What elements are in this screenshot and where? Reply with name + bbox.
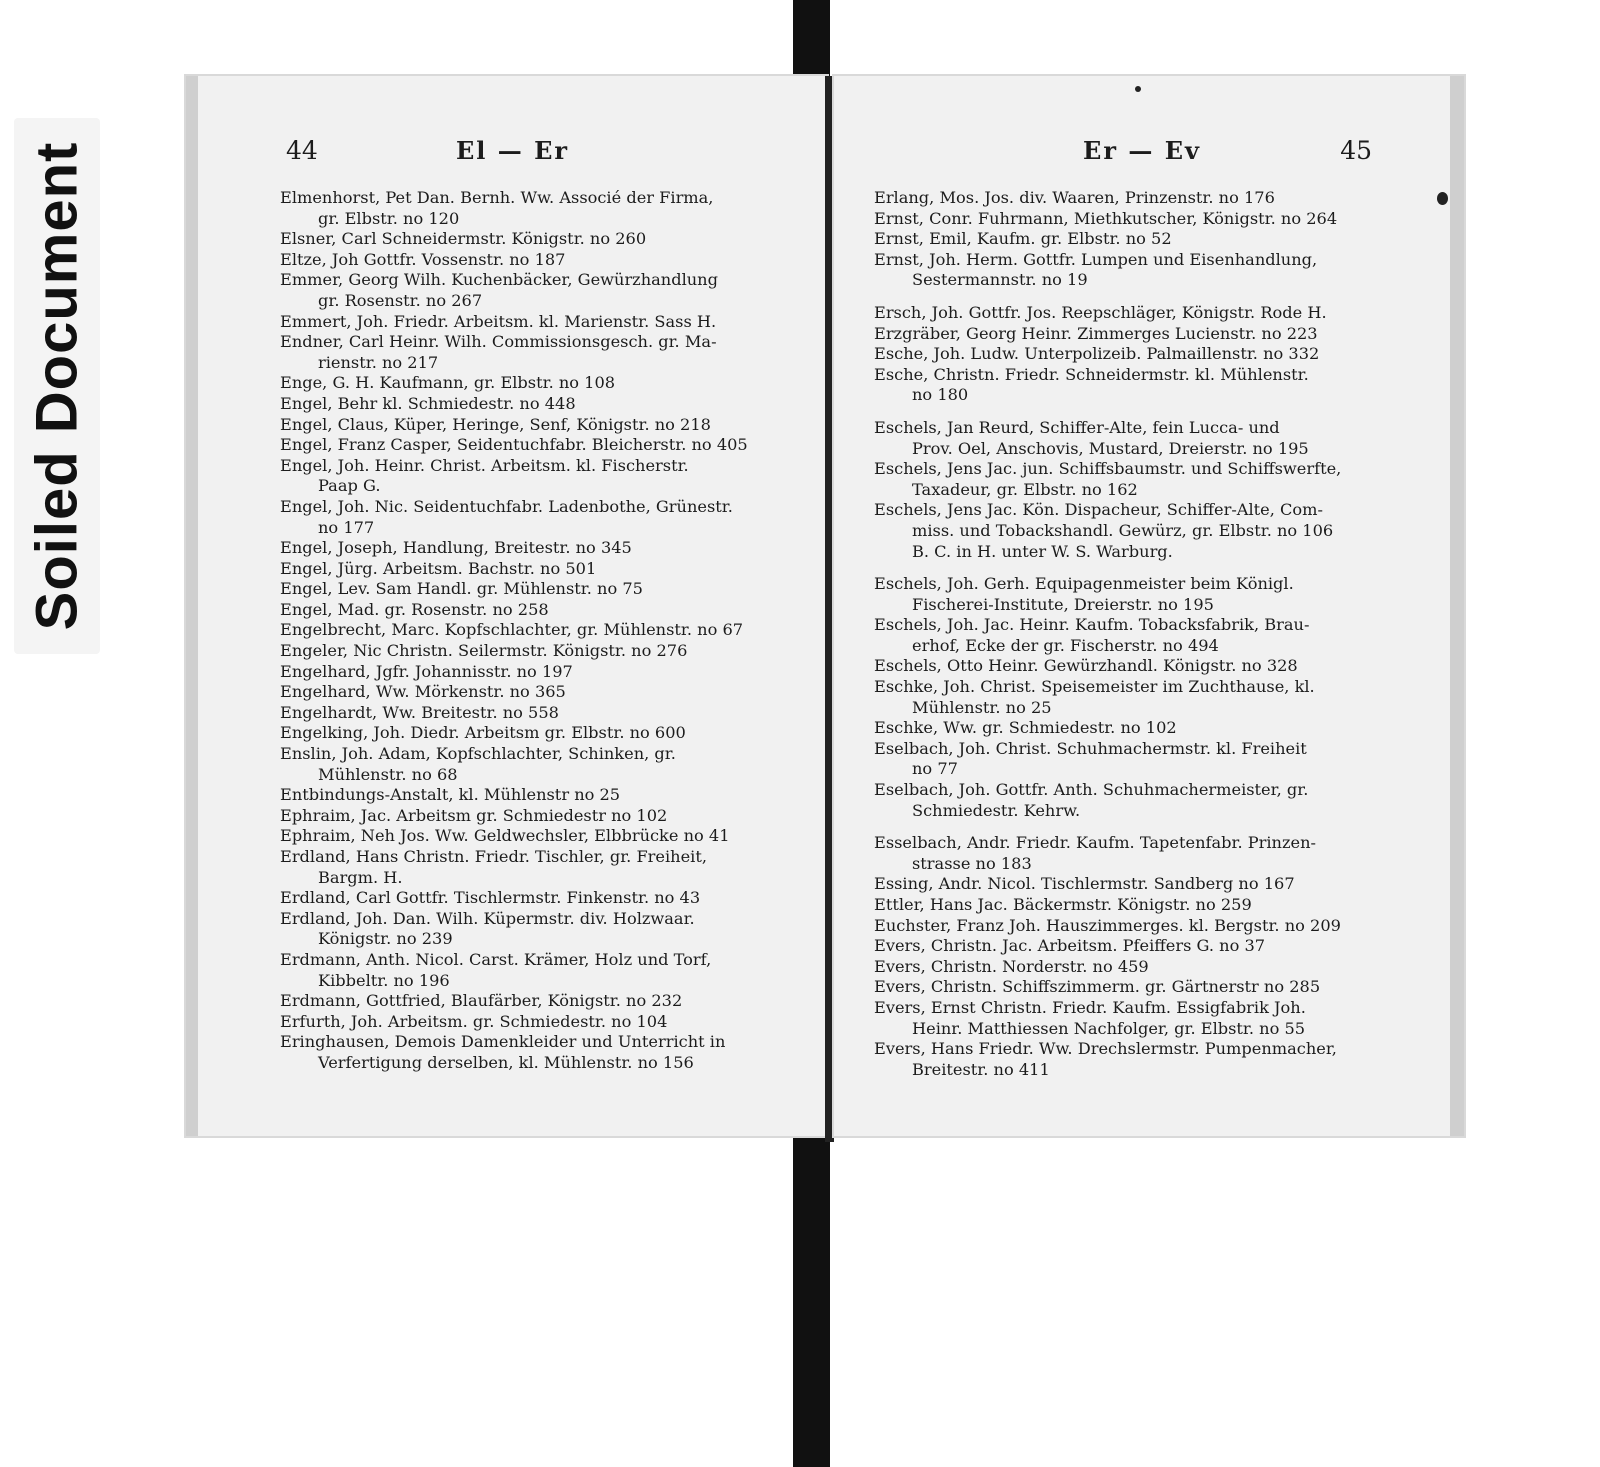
- entry-continuation: erhof, Ecke der gr. Fischerstr. no 494: [912, 635, 1219, 655]
- entry-continuation: miss. und Tobackshandl. Gewürz, gr. Elbstr. no 106: [912, 520, 1334, 540]
- directory-entry: [280, 826, 800, 847]
- entry-line: Erfurth, Joh. Arbeitsm. gr. Schmiedestr. no 104: [280, 1011, 668, 1031]
- directory-entry: [874, 936, 1382, 957]
- entry-line: Ernst, Conr. Fuhrmann, Miethkutscher, Königstr. no 264: [874, 208, 1338, 228]
- entry-line: Engel, Mad. gr. Rosenstr. no 258: [280, 599, 549, 619]
- directory-entry: [874, 459, 1382, 500]
- entry-line: Engel, Lev. Sam Handl. gr. Mühlenstr. no 75: [280, 579, 643, 599]
- entry-continuation: Sestermannstr. no 19: [912, 270, 1088, 290]
- entry-continuation: gr. Elbstr. no 120: [318, 208, 460, 228]
- directory-entry: [280, 435, 800, 456]
- entry-line: Eschke, Ww. gr. Schmiedestr. no 102: [874, 718, 1177, 738]
- entry-continuation: no 177: [318, 517, 375, 537]
- entry-continuation: Fischerei-Institute, Dreierstr. no 195: [912, 594, 1214, 614]
- open-book: [186, 76, 1464, 1142]
- directory-entry: [280, 373, 800, 394]
- directory-entry: [280, 600, 800, 621]
- entry-line: Eringhausen, Demois Damenkleider und Unterricht in: [280, 1032, 726, 1052]
- binding-strap-top: [793, 0, 830, 80]
- entry-continuation: Paap G.: [318, 476, 381, 496]
- entry-continuation: Schmiedestr. Kehrw.: [912, 800, 1081, 820]
- right-page-number: 45: [1340, 136, 1372, 165]
- entry-line: Engel, Jürg. Arbeitsm. Bachstr. no 501: [280, 558, 597, 578]
- entry-continuation: no 180: [912, 385, 969, 405]
- entry-line: Eselbach, Joh. Christ. Schuhmachermstr. kl. Freiheit: [874, 738, 1307, 758]
- entry-line: Erdland, Carl Gottfr. Tischlermstr. Finkenstr. no 43: [280, 888, 701, 908]
- entry-continuation: Bargm. H.: [318, 867, 403, 887]
- entry-continuation: rienstr. no 217: [318, 352, 439, 372]
- entry-line: Esche, Joh. Ludw. Unterpolizeib. Palmaillenstr. no 332: [874, 344, 1320, 364]
- directory-entry: [280, 497, 800, 538]
- directory-entry: [280, 579, 800, 600]
- entry-continuation: strasse no 183: [912, 853, 1032, 873]
- directory-entry: [874, 677, 1382, 718]
- directory-entry: [874, 833, 1382, 874]
- entry-line: Erdland, Joh. Dan. Wilh. Küpermstr. div. Holzwaar.: [280, 908, 695, 928]
- directory-entry: [874, 574, 1382, 615]
- entry-line: Eltze, Joh Gottfr. Vossenstr. no 187: [280, 249, 566, 269]
- entry-line: Entbindungs-Anstalt, kl. Mühlenstr no 25: [280, 785, 621, 805]
- entry-line: Eschels, Joh. Gerh. Equipagenmeister beim Königl.: [874, 574, 1294, 594]
- ink-spot: [1437, 192, 1448, 205]
- entry-continuation: Breitestr. no 411: [912, 1059, 1050, 1079]
- directory-entry: [874, 324, 1382, 345]
- directory-entry: [874, 895, 1382, 916]
- left-running-head: El — Er: [455, 136, 570, 165]
- entry-continuation: Königstr. no 239: [318, 929, 453, 949]
- directory-entry: [874, 229, 1382, 250]
- directory-entry: [280, 806, 800, 827]
- directory-entry: [874, 998, 1382, 1039]
- entry-line: Esche, Christn. Friedr. Schneidermstr. kl. Mühlenstr.: [874, 364, 1309, 384]
- entry-line: Erdland, Hans Christn. Friedr. Tischler, gr. Freiheit,: [280, 847, 708, 866]
- directory-entry: [280, 332, 800, 373]
- entry-line: Engel, Behr kl. Schmiedestr. no 448: [280, 393, 576, 413]
- entry-line: Eselbach, Joh. Gottfr. Anth. Schuhmachermeister, gr.: [874, 780, 1309, 800]
- soiled-document-text: Soiled Document: [24, 141, 90, 631]
- left-page-number: 44: [286, 136, 318, 165]
- entry-line: Erlang, Mos. Jos. div. Waaren, Prinzenstr. no 176: [874, 188, 1275, 207]
- entry-line: Erdmann, Gottfried, Blaufärber, Königstr. no 232: [280, 991, 683, 1011]
- directory-entry: [280, 270, 800, 311]
- entry-line: Elmenhorst, Pet Dan. Bernh. Ww. Associé der Firma,: [280, 188, 714, 207]
- directory-entry: [280, 662, 800, 683]
- right-running-head: Er — Ev: [1083, 136, 1201, 165]
- directory-entry: [874, 1039, 1382, 1080]
- directory-entry: [874, 957, 1382, 978]
- directory-entry: [874, 615, 1382, 656]
- directory-entry: [280, 744, 800, 785]
- entry-line: Elsner, Carl Schneidermstr. Königstr. no 260: [280, 229, 647, 249]
- directory-entry: [280, 415, 800, 436]
- soiled-document-label: [14, 118, 100, 654]
- directory-entry: [280, 909, 800, 950]
- entry-line: Erdmann, Anth. Nicol. Carst. Krämer, Holz und Torf,: [280, 949, 712, 969]
- right-page: [834, 76, 1464, 1136]
- entry-line: Engel, Joseph, Handlung, Breitestr. no 345: [280, 538, 632, 558]
- directory-entry: [280, 538, 800, 559]
- directory-entry: [280, 888, 800, 909]
- left-page: [186, 76, 827, 1136]
- directory-entry: [874, 916, 1382, 937]
- entry-line: Engel, Joh. Nic. Seidentuchfabr. Ladenbothe, Grünestr.: [280, 496, 733, 516]
- directory-entry: [280, 785, 800, 806]
- entry-line: Evers, Hans Friedr. Ww. Drechslermstr. Pumpenmacher,: [874, 1039, 1337, 1059]
- entry-line: Ersch, Joh. Gottfr. Jos. Reepschläger, Königstr. Rode H.: [874, 302, 1327, 322]
- entry-line: Engelhard, Ww. Mörkenstr. no 365: [280, 682, 566, 702]
- entry-line: Enslin, Joh. Adam, Kopfschlachter, Schinken, gr.: [280, 744, 676, 764]
- directory-entry: [280, 641, 800, 662]
- directory-entry: [874, 977, 1382, 998]
- directory-entry: [874, 418, 1382, 459]
- entry-line: Engel, Joh. Heinr. Christ. Arbeitsm. kl. Fischerstr.: [280, 455, 689, 475]
- directory-entry: [874, 188, 1382, 209]
- directory-entry: [280, 229, 800, 250]
- directory-entry: [874, 718, 1382, 739]
- entry-line: Emmer, Georg Wilh. Kuchenbäcker, Gewürzhandlung: [280, 270, 718, 290]
- entry-line: Enge, G. H. Kaufmann, gr. Elbstr. no 108: [280, 373, 616, 393]
- entry-continuation: no 77: [912, 759, 958, 779]
- entry-line: Ernst, Joh. Herm. Gottfr. Lumpen und Eisenhandlung,: [874, 249, 1318, 269]
- entry-continuation: Kibbeltr. no 196: [318, 970, 450, 990]
- directory-entry: [874, 365, 1382, 406]
- directory-entry: [280, 250, 800, 271]
- entry-continuation: Heinr. Matthiessen Nachfolger, gr. Elbstr. no 55: [912, 1018, 1306, 1038]
- directory-entry: [874, 250, 1382, 291]
- directory-entry: [874, 656, 1382, 677]
- entry-line: Eschels, Otto Heinr. Gewürzhandl. Königstr. no 328: [874, 656, 1298, 676]
- book-spine: [825, 76, 834, 1142]
- directory-entry: [280, 1032, 800, 1073]
- entry-line: Evers, Christn. Schiffszimmerm. gr. Gärtnerstr no 285: [874, 977, 1321, 997]
- directory-entry: [280, 620, 800, 641]
- entry-line: Ephraim, Jac. Arbeitsm gr. Schmiedestr no 102: [280, 805, 668, 825]
- directory-entry: [874, 344, 1382, 365]
- entry-continuation: B. C. in H. unter W. S. Warburg.: [912, 541, 1173, 561]
- entry-line: Eschels, Joh. Jac. Heinr. Kaufm. Tobacksfabrik, Brau-: [874, 615, 1310, 635]
- entry-continuation: Mühlenstr. no 68: [318, 764, 458, 784]
- entry-line: Eschels, Jens Jac. Kön. Dispacheur, Schiffer-Alte, Com-: [874, 500, 1323, 520]
- directory-entry: [874, 500, 1382, 562]
- left-page-header: [198, 136, 827, 176]
- entry-continuation: Prov. Oel, Anschovis, Mustard, Dreierstr. no 195: [912, 438, 1309, 458]
- directory-entry: [874, 739, 1382, 780]
- directory-entry: [874, 874, 1382, 895]
- entry-line: Eschels, Jan Reurd, Schiffer-Alte, fein Lucca- und: [874, 417, 1280, 437]
- entry-line: Eschke, Joh. Christ. Speisemeister im Zuchthause, kl.: [874, 677, 1315, 697]
- entry-line: Engelhard, Jgfr. Johannisstr. no 197: [280, 661, 573, 681]
- binding-strap-bottom: [793, 1128, 830, 1467]
- directory-entry: [280, 559, 800, 580]
- entry-continuation: Verfertigung derselben, kl. Mühlenstr. no 156: [318, 1052, 694, 1072]
- entry-line: Evers, Christn. Norderstr. no 459: [874, 956, 1149, 976]
- directory-entry: [280, 312, 800, 333]
- entry-line: Engelking, Joh. Diedr. Arbeitsm gr. Elbstr. no 600: [280, 723, 686, 743]
- entry-continuation: Mühlenstr. no 25: [912, 697, 1052, 717]
- entry-line: Erzgräber, Georg Heinr. Zimmerges Lucienstr. no 223: [874, 323, 1318, 343]
- entry-line: Engelhardt, Ww. Breitestr. no 558: [280, 702, 559, 722]
- directory-entry: [280, 456, 800, 497]
- directory-entry: [874, 780, 1382, 821]
- directory-entry: [280, 394, 800, 415]
- directory-entry: [280, 703, 800, 724]
- right-page-header: [834, 136, 1450, 176]
- entry-line: Engel, Franz Casper, Seidentuchfabr. Bleicherstr. no 405: [280, 435, 748, 455]
- directory-entry: [280, 1012, 800, 1033]
- directory-entry: [874, 209, 1382, 230]
- entry-line: Essing, Andr. Nicol. Tischlermstr. Sandberg no 167: [874, 874, 1295, 894]
- directory-entry: [280, 723, 800, 744]
- directory-entry: [280, 188, 800, 229]
- entry-line: Esselbach, Andr. Friedr. Kaufm. Tapetenfabr. Prinzen-: [874, 833, 1316, 853]
- entry-line: Euchster, Franz Joh. Hauszimmerges. kl. Bergstr. no 209: [874, 915, 1341, 935]
- directory-entry: [280, 991, 800, 1012]
- entry-line: Emmert, Joh. Friedr. Arbeitsm. kl. Marienstr. Sass H.: [280, 311, 717, 331]
- directory-entry: [280, 950, 800, 991]
- entry-line: Evers, Christn. Jac. Arbeitsm. Pfeiffers G. no 37: [874, 936, 1266, 956]
- left-entries-list: [280, 188, 800, 1074]
- entry-line: Endner, Carl Heinr. Wilh. Commissionsgesch. gr. Ma-: [280, 332, 717, 352]
- entry-continuation: Taxadeur, gr. Elbstr. no 162: [912, 479, 1138, 499]
- entry-line: Engeler, Nic Christn. Seilermstr. Königstr. no 276: [280, 641, 688, 661]
- entry-line: Eschels, Jens Jac. jun. Schiffsbaumstr. und Schiffswerfte,: [874, 459, 1342, 479]
- directory-entry: [280, 682, 800, 703]
- entry-line: Ephraim, Neh Jos. Ww. Geldwechsler, Elbbrücke no 41: [280, 826, 730, 846]
- entry-line: Engelbrecht, Marc. Kopfschlachter, gr. Mühlenstr. no 67: [280, 620, 744, 640]
- entry-line: Evers, Ernst Christn. Friedr. Kaufm. Essigfabrik Joh.: [874, 997, 1306, 1017]
- ink-speck: [1135, 86, 1141, 92]
- entry-line: Ernst, Emil, Kaufm. gr. Elbstr. no 52: [874, 229, 1172, 249]
- entry-line: Ettler, Hans Jac. Bäckermstr. Königstr. no 259: [874, 895, 1252, 914]
- entry-continuation: gr. Rosenstr. no 267: [318, 290, 483, 310]
- right-entries-list: [874, 188, 1382, 1080]
- directory-entry: [874, 303, 1382, 324]
- directory-entry: [280, 847, 800, 888]
- entry-line: Engel, Claus, Küper, Heringe, Senf, Königstr. no 218: [280, 414, 711, 434]
